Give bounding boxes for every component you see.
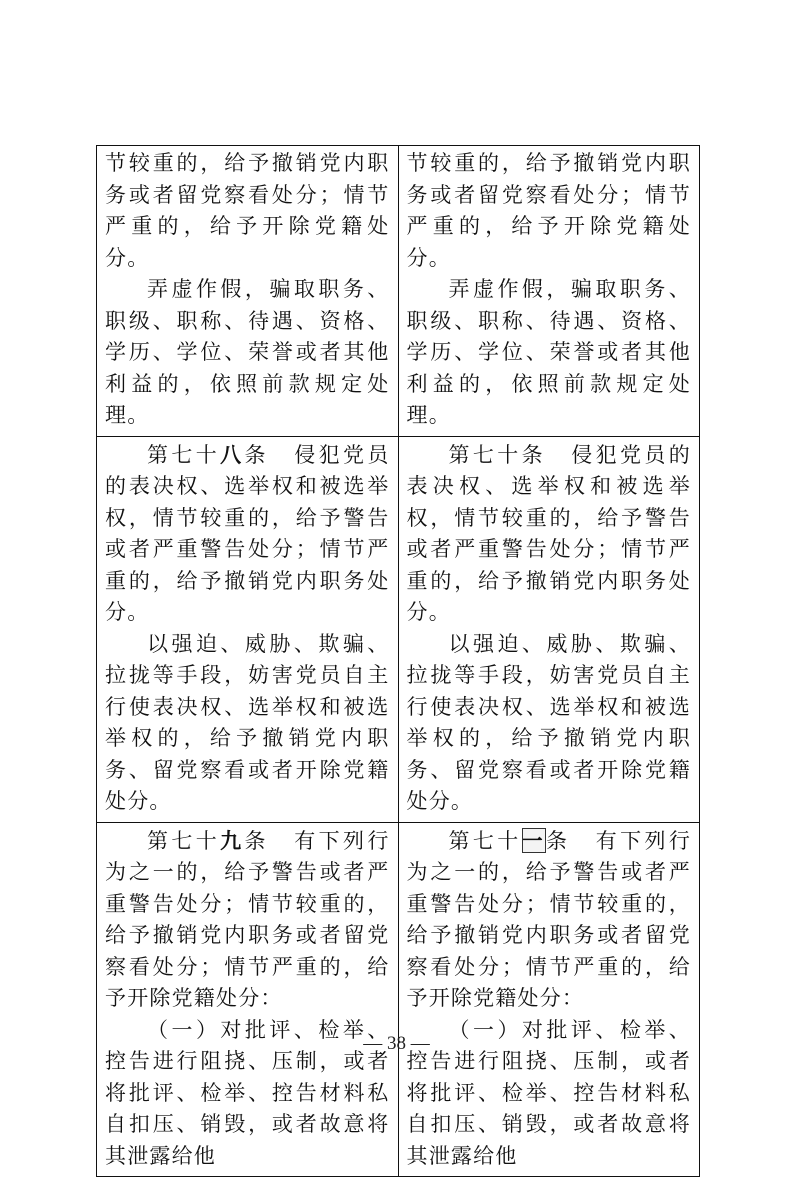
article-suffix: 条 (244, 828, 269, 853)
article-suffix: 条 (546, 828, 571, 853)
article-prefix: 第七十 (147, 442, 221, 467)
article-suffix: 条 (244, 442, 269, 467)
cell-right (398, 436, 700, 822)
comparison-table (96, 145, 700, 1177)
article-paragraph (407, 439, 692, 629)
paragraph: 以强迫、威胁、欺骗、拉拢等手段，妨害党员自主行使表决权、选举权和被选举权的，给予撤销党内职务、留党察看或者开除党籍处分。 (406, 631, 691, 813)
article-paragraph (407, 825, 692, 1015)
cell-left (97, 436, 399, 822)
table-row (97, 822, 700, 1177)
article-prefix: 第七十 (448, 442, 522, 467)
paragraph: 以强迫、威胁、欺骗、拉拢等手段，妨害党员自主行使表决权、选举权和被选举权的，给予撤销党内职务、留党察看或者开除党籍处分。 (105, 631, 390, 813)
article-digit: 八 (220, 441, 245, 467)
paragraph: 弄虚作假，骗取职务、职级、职称、待遇、资格、学历、学位、荣誉或者其他利益的，依照前款规定处理。 (105, 277, 390, 427)
article-prefix: 第七十 (147, 828, 221, 853)
paragraph: 节较重的，给予撤销党内职务或者留党察看处分；情节严重的，给予开除党籍处分。 (406, 151, 691, 270)
paragraph: 节较重的，给予撤销党内职务或者留党察看处分；情节严重的，给予开除党籍处分。 (105, 151, 390, 270)
paragraph: 弄虚作假，骗取职务、职级、职称、待遇、资格、学历、学位、荣誉或者其他利益的，依照前款规定处理。 (406, 277, 691, 427)
article-paragraph (105, 439, 390, 629)
cell-left (97, 822, 399, 1177)
article-text: 侵犯党员的表决权、选举权和被选举权，情节较重的，给予警告或者严重警告处分；情节严重的，给予撤销党内职务处分。 (105, 442, 390, 624)
article-prefix: 第七十 (448, 828, 522, 853)
table-row (97, 146, 700, 437)
article-text: 有下列行为之一的，给予警告或者严重警告处分；情节较重的，给予撤销党内职务或者留党察看处分；情节严重的，给予开除党籍处分： (105, 828, 390, 1010)
paragraph: （一）对批评、检举、控告进行阻挠、压制，或者将批评、检举、控告材料私自扣压、销毁，或者故意将其泄露给他 (105, 1017, 390, 1168)
page-number: — 38 — (363, 1033, 430, 1054)
highlighted-article-digit: 一 (521, 827, 547, 853)
cell-right (398, 146, 700, 437)
article-digit: 九 (220, 827, 245, 853)
paragraph: （一）对批评、检举、控告进行阻挠、压制，或者将批评、检举、控告材料私自扣压、销毁，或者故意将其泄露给他 (406, 1017, 691, 1168)
cell-left (97, 146, 399, 437)
article-text: 有下列行为之一的，给予警告或者严重警告处分；情节较重的，给予撤销党内职务或者留党察看处分；情节严重的，给予开除党籍处分： (406, 828, 692, 1010)
article-suffix: 条 (521, 442, 547, 467)
article-text: 侵犯党员的表决权、选举权和被选举权，情节较重的，给予警告或者严重警告处分；情节严重的，给予撤销党内职务处分。 (406, 442, 692, 624)
table-row (97, 436, 700, 822)
cell-right (398, 822, 700, 1177)
article-paragraph (105, 825, 390, 1015)
